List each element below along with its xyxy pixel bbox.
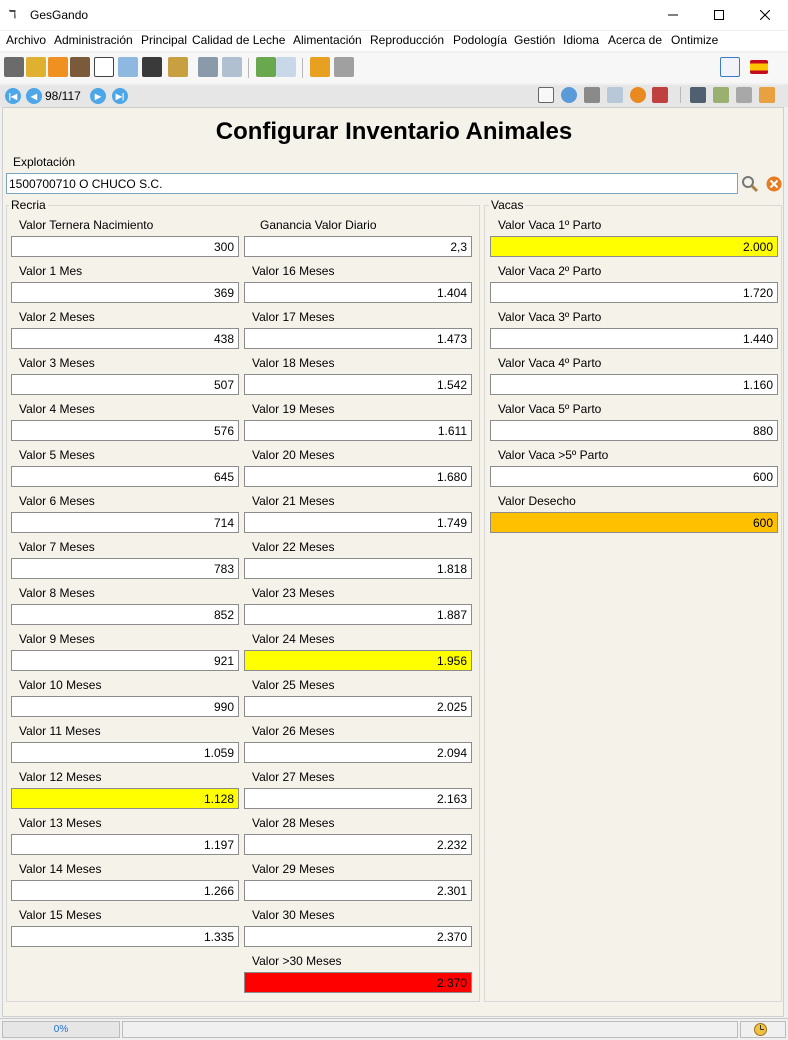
field-label: Valor Vaca 3º Parto [498, 310, 602, 324]
value-input[interactable]: 1.059 [11, 742, 239, 763]
status-message-panel [122, 1021, 738, 1038]
record-counter: 98/117 [45, 89, 81, 103]
field-label: Valor 15 Meses [19, 908, 102, 922]
field-label: Valor 2 Meses [19, 310, 95, 324]
progress-indicator: 0% [2, 1021, 120, 1038]
nav-next-icon[interactable]: ▶ [90, 88, 106, 104]
field-label: Valor 14 Meses [19, 862, 102, 876]
value-input[interactable]: 2.370 [244, 972, 472, 993]
field-label: Valor Vaca >5º Parto [498, 448, 609, 462]
checklist-icon[interactable] [538, 87, 554, 103]
lock-icon[interactable] [310, 57, 330, 77]
field-label: Valor 26 Meses [252, 724, 335, 738]
field-label: Valor Vaca 5º Parto [498, 402, 602, 416]
status-bar [0, 1018, 788, 1040]
value-input[interactable]: 438 [11, 328, 239, 349]
info-icon[interactable] [48, 57, 68, 77]
form-panel [2, 107, 784, 1017]
value-input[interactable]: 2.094 [244, 742, 472, 763]
value-input[interactable]: 2.163 [244, 788, 472, 809]
logout-icon[interactable] [334, 57, 354, 77]
explotacion-label: Explotación [13, 155, 76, 169]
value-input[interactable]: 576 [11, 420, 239, 441]
field-label: Valor Desecho [498, 494, 576, 508]
pen-icon[interactable] [720, 57, 740, 77]
field-label: Valor Vaca 1º Parto [498, 218, 602, 232]
nav-prev-icon[interactable]: ◀ [26, 88, 42, 104]
field-label: Valor 18 Meses [252, 356, 335, 370]
field-label: Valor 10 Meses [19, 678, 102, 692]
maximize-icon [714, 10, 724, 20]
clear-icon[interactable] [765, 175, 783, 193]
field-label: Valor 13 Meses [19, 816, 102, 830]
menu-idioma[interactable]: Idioma [563, 33, 600, 47]
field-label: Valor 4 Meses [19, 402, 95, 416]
field-label: Valor 20 Meses [252, 448, 335, 462]
field-label: Valor 11 Meses [19, 724, 101, 738]
field-label: Ganancia Valor Diario [260, 218, 377, 232]
globe-icon[interactable] [561, 87, 577, 103]
close-button[interactable] [742, 0, 788, 30]
explotacion-field[interactable]: 1500700710 O CHUCO S.C. [6, 173, 738, 194]
calendar-icon[interactable] [118, 57, 138, 77]
field-label: Valor 16 Meses [252, 264, 335, 278]
nav-last-icon[interactable]: ▶| [112, 88, 128, 104]
binoculars-icon[interactable] [690, 87, 706, 103]
app-logo-icon[interactable] [4, 57, 24, 77]
clock-icon [753, 1022, 768, 1037]
menu-bar [0, 31, 788, 51]
value-input[interactable]: 1.266 [11, 880, 239, 901]
menu-alimentacion[interactable]: Alimentación [293, 33, 362, 47]
record-navigation-bar [0, 85, 788, 107]
menu-podologia[interactable]: Podología [453, 33, 508, 47]
value-input[interactable]: 990 [11, 696, 239, 717]
menu-archivo[interactable]: Archivo [6, 33, 47, 47]
mail-icon[interactable] [276, 57, 296, 77]
field-label: Valor 5 Meses [19, 448, 95, 462]
value-input[interactable]: 2.232 [244, 834, 472, 855]
value-input[interactable]: 1.749 [244, 512, 472, 533]
vacas-label: Vacas [491, 198, 524, 212]
cow-icon[interactable] [142, 57, 162, 77]
value-input[interactable]: 300 [11, 236, 239, 257]
notepad-icon[interactable] [168, 57, 188, 77]
field-label: Valor Vaca 2º Parto [498, 264, 602, 278]
title-bar [0, 0, 788, 30]
page-title: Configurar Inventario Animales [215, 118, 573, 145]
toolbar-separator [680, 87, 681, 103]
vacas-group [484, 205, 782, 1002]
search-icon[interactable] [741, 175, 759, 193]
close-icon [760, 10, 770, 20]
field-label: Valor 17 Meses [252, 310, 335, 324]
toolbar [0, 53, 788, 83]
value-input[interactable]: 645 [11, 466, 239, 487]
syringe-icon[interactable] [70, 57, 90, 77]
toolbar-separator [248, 58, 249, 78]
value-input[interactable]: 1.404 [244, 282, 472, 303]
value-input[interactable]: 1.473 [244, 328, 472, 349]
field-label: Valor Ternera Nacimiento [19, 218, 154, 232]
menu-reproduccion[interactable]: Reproducción [370, 33, 445, 47]
field-label: Valor >30 Meses [252, 954, 342, 968]
field-label: Valor 24 Meses [252, 632, 335, 646]
save-icon[interactable] [736, 87, 752, 103]
status-clock-panel [740, 1021, 786, 1038]
recria-label: Recria [11, 198, 46, 212]
field-label: Valor 21 Meses [252, 494, 335, 508]
minimize-button[interactable] [650, 0, 696, 30]
value-input[interactable]: 600 [490, 512, 778, 533]
value-input[interactable]: 1.160 [490, 374, 778, 395]
value-input[interactable]: 783 [11, 558, 239, 579]
field-label: Valor Vaca 4º Parto [498, 356, 602, 370]
field-label: Valor 29 Meses [252, 862, 335, 876]
field-label: Valor 8 Meses [19, 586, 95, 600]
menu-principal[interactable]: Principal [141, 33, 188, 47]
app-icon: ℸ [9, 9, 17, 21]
value-input[interactable]: 1.440 [490, 328, 778, 349]
value-input[interactable]: 2.000 [490, 236, 778, 257]
value-input[interactable]: 1.542 [244, 374, 472, 395]
maximize-button[interactable] [696, 0, 742, 30]
field-label: Valor 7 Meses [19, 540, 95, 554]
value-input[interactable]: 1.335 [11, 926, 239, 947]
field-label: Valor 22 Meses [252, 540, 335, 554]
value-input[interactable]: 921 [11, 650, 239, 671]
value-input[interactable]: 1.197 [11, 834, 239, 855]
refresh-icon[interactable] [630, 87, 646, 103]
value-input[interactable]: 600 [490, 466, 778, 487]
nav-first-icon[interactable]: |◀ [5, 88, 21, 104]
menu-acerca-de[interactable]: Acerca de [608, 33, 663, 47]
print-preview-icon[interactable] [607, 87, 623, 103]
value-input[interactable]: 507 [11, 374, 239, 395]
value-input[interactable]: 1.887 [244, 604, 472, 625]
field-label: Valor 1 Mes [19, 264, 83, 278]
print-icon[interactable] [584, 87, 600, 103]
field-label: Valor 9 Meses [19, 632, 95, 646]
value-input[interactable]: 714 [11, 512, 239, 533]
value-input[interactable]: 1.128 [11, 788, 239, 809]
add-record-icon[interactable] [713, 87, 729, 103]
value-input[interactable]: 2.301 [244, 880, 472, 901]
value-input[interactable]: 1.611 [244, 420, 472, 441]
field-label: Valor 3 Meses [19, 356, 95, 370]
home-icon[interactable] [26, 57, 46, 77]
field-label: Valor 23 Meses [252, 586, 335, 600]
language-flag-icon[interactable] [750, 60, 768, 74]
menu-ontimize[interactable]: Ontimize [671, 33, 719, 47]
value-input[interactable]: 852 [11, 604, 239, 625]
menu-gestion[interactable]: Gestión [514, 33, 556, 47]
export-icon[interactable] [256, 57, 276, 77]
medical-record-icon[interactable] [94, 57, 114, 77]
value-input[interactable]: 1.818 [244, 558, 472, 579]
value-input[interactable]: 880 [490, 420, 778, 441]
field-label: Valor 19 Meses [252, 402, 335, 416]
toolbar-separator [302, 58, 303, 78]
field-label: Valor 28 Meses [252, 816, 335, 830]
minimize-icon [668, 10, 678, 20]
value-input[interactable]: 1.720 [490, 282, 778, 303]
value-input[interactable]: 2.025 [244, 696, 472, 717]
menu-calidad-leche[interactable]: Calidad de Leche [192, 33, 286, 47]
field-label: Valor 6 Meses [19, 494, 95, 508]
clean-icon[interactable] [652, 87, 668, 103]
value-input[interactable]: 2.370 [244, 926, 472, 947]
value-input[interactable]: 2,3 [244, 236, 472, 257]
field-label: Valor 27 Meses [252, 770, 335, 784]
menu-administracion[interactable]: Administración [54, 33, 133, 47]
window-icon[interactable] [222, 57, 242, 77]
window-title: GesGando [30, 8, 89, 22]
value-input[interactable]: 1.956 [244, 650, 472, 671]
delete-icon[interactable] [759, 87, 775, 103]
field-label: Valor 30 Meses [252, 908, 335, 922]
value-input[interactable]: 1.680 [244, 466, 472, 487]
value-input[interactable]: 369 [11, 282, 239, 303]
tools-icon[interactable] [198, 57, 218, 77]
field-label: Valor 12 Meses [19, 770, 102, 784]
field-label: Valor 25 Meses [252, 678, 335, 692]
